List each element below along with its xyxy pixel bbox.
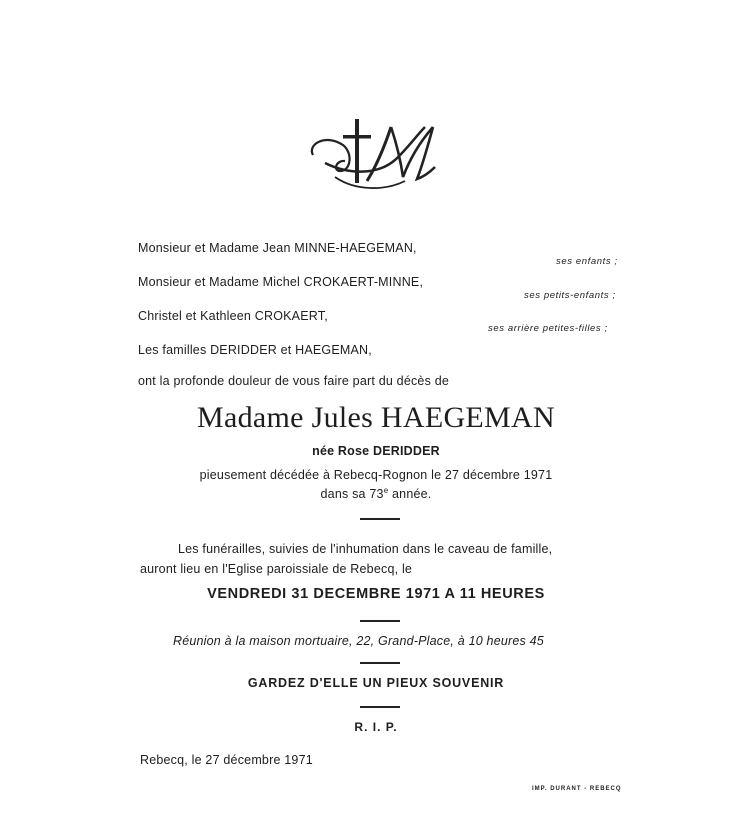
funeral-line-1: Les funérailles, suivies de l'inhumation dans le caveau de famille, (178, 542, 553, 556)
age-prefix: dans sa 73 (320, 487, 384, 502)
family-member-4: Les familles DERIDDER et HAEGEMAN, (138, 343, 372, 357)
announcement: ont la profonde douleur de vous faire part du décès de (138, 374, 450, 388)
deceased-name: Madame Jules HAEGEMAN (197, 401, 555, 434)
funeral-line-2: auront lieu en l'Eglise paroissiale de Rebecq, le (140, 562, 413, 576)
meeting-info: Réunion à la maison mortuaire, 22, Grand-Place, à 10 heures 45 (173, 634, 544, 648)
family-member-3: Christel et Kathleen CROKAERT, (138, 309, 328, 323)
divider-3 (360, 662, 400, 664)
divider-4 (360, 706, 400, 708)
family-member-2: Monsieur et Madame Michel CROKAERT-MINNE, (138, 275, 424, 289)
family-role-2: ses petits-enfants ; (524, 290, 616, 301)
maiden-name: née Rose DERIDDER (312, 444, 440, 458)
family-role-1: ses enfants ; (556, 256, 618, 267)
age-suffix: année. (388, 487, 432, 502)
rip: R. I. P. (354, 720, 398, 734)
age (0, 486, 752, 501)
divider-1 (360, 518, 400, 520)
funeral-date: VENDREDI 31 DECEMBRE 1971 A 11 HEURES (207, 586, 545, 602)
printer-credit: IMP. DURANT - REBECQ (532, 786, 622, 792)
remembrance: GARDEZ D'ELLE UN PIEUX SOUVENIR (247, 676, 505, 690)
age-sup: e (383, 486, 389, 495)
place-date: Rebecq, le 27 décembre 1971 (140, 753, 313, 767)
death-details: pieusement décédée à Rebecq-Rognon le 27 décembre 1971 (199, 468, 553, 482)
divider-2 (360, 620, 400, 622)
cross-monogram-icon (305, 115, 450, 200)
family-role-3: ses arrière petites-filles ; (488, 323, 608, 334)
family-member-1: Monsieur et Madame Jean MINNE-HAEGEMAN, (138, 241, 417, 255)
